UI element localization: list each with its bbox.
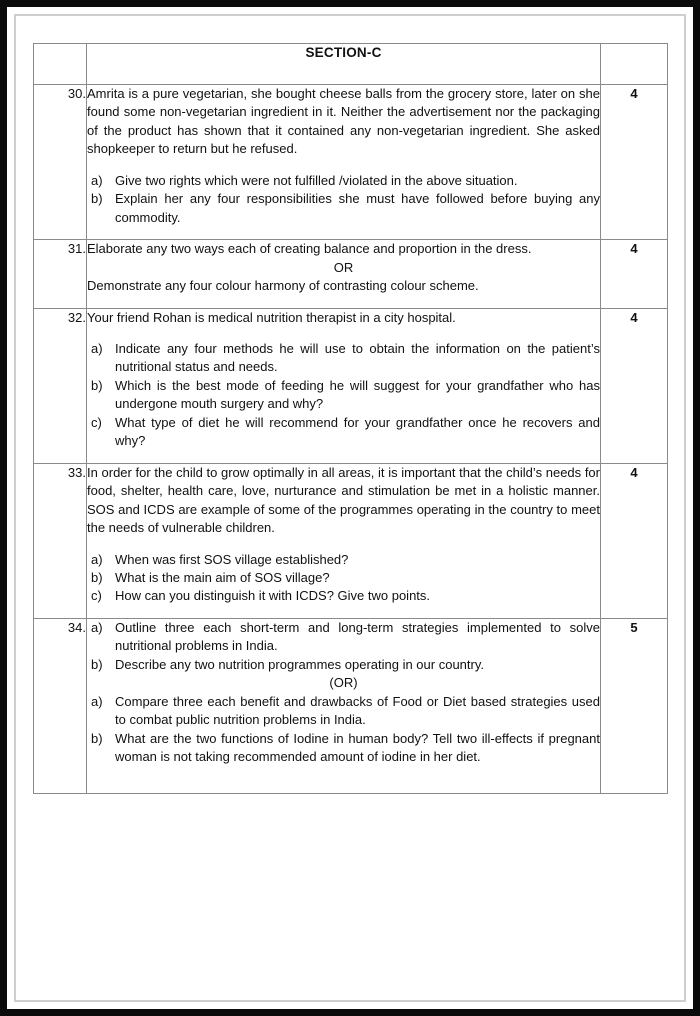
or-separator-34: (OR) — [329, 675, 358, 691]
question-row-31 — [34, 240, 668, 308]
subpart-item — [87, 587, 600, 605]
subpart-marker: a) — [91, 551, 103, 567]
question-stem-30: Amrita is a pure vegetarian, she bought cheese balls from the grocery store, later on she found some non-vegetarian ingredient in it. Neither the advertisement nor the packaging of the product has shown that it contained any non-vegetarian ingredient. She asked shopkeeper to return but he refused. — [87, 86, 600, 157]
question-stem-32: Your friend Rohan is medical nutrition therapist in a city hospital. — [87, 309, 456, 325]
subpart-item — [87, 619, 600, 656]
subpart-item — [87, 693, 600, 730]
subparts-list-30 — [87, 172, 600, 227]
question-body-30 — [87, 85, 601, 240]
question-body-31 — [87, 240, 601, 308]
subpart-text: What are the two functions of Iodine in human body? Tell two ill-effects if pregnant woman is not taking recommended amount of iodine in her diet. — [115, 730, 600, 765]
subpart-item — [87, 414, 600, 451]
subpart-marker: c) — [91, 414, 102, 430]
cell-tail-pad — [87, 606, 600, 618]
question-marks-32: 4 — [601, 308, 668, 463]
subpart-text: Give two rights which were not fulfilled /violated in the above situation. — [115, 172, 518, 188]
question-paper-sheet — [33, 43, 667, 794]
question-body-33 — [87, 463, 601, 618]
subpart-marker: c) — [91, 588, 102, 604]
subpart-item — [87, 377, 600, 414]
question-number-34: 34. — [34, 618, 87, 793]
section-title: SECTION-C — [305, 45, 382, 60]
subpart-marker: b) — [91, 191, 103, 207]
subpart-text: When was first SOS village established? — [115, 551, 349, 567]
subpart-marker: a) — [91, 693, 103, 709]
question-number-30: 30. — [34, 85, 87, 240]
stem-gap — [87, 159, 600, 172]
subpart-marker: a) — [91, 172, 103, 188]
subpart-text: What type of diet he will recommend for your grandfather once he recovers and why? — [115, 414, 600, 449]
subpart-text: Describe any two nutrition programmes operating in our country. — [115, 656, 484, 672]
subpart-marker: b) — [91, 656, 103, 672]
subpart-text: How can you distinguish it with ICDS? Give two points. — [115, 588, 431, 604]
subparts-list-32 — [87, 340, 600, 451]
question-row-30 — [34, 85, 668, 240]
question-row-33 — [34, 463, 668, 618]
subpart-text: What is the main aim of SOS village? — [115, 569, 330, 585]
subpart-item — [87, 172, 600, 190]
section-header-row — [34, 44, 668, 85]
subpart-item — [87, 730, 600, 767]
question-marks-34: 5 — [601, 618, 668, 793]
question-marks-33: 4 — [601, 463, 668, 618]
stem-gap — [87, 327, 600, 340]
questions-table — [33, 43, 668, 794]
subpart-item — [87, 340, 600, 377]
question-row-32 — [34, 308, 668, 463]
question-row-34 — [34, 618, 668, 793]
cell-tail-pad — [87, 451, 600, 463]
section-header-marks-cell — [601, 44, 668, 85]
section-header-title-cell — [87, 44, 601, 85]
subparts-list-33 — [87, 551, 600, 606]
section-header-number-cell — [34, 44, 87, 85]
subpart-marker: b) — [91, 377, 103, 393]
question-body-34 — [87, 618, 601, 793]
subpart-text: Indicate any four methods he will use to obtain the information on the patient’s nutritional status and needs. — [115, 340, 600, 375]
subpart-item — [87, 551, 600, 569]
subpart-marker: a) — [91, 619, 103, 635]
or-separator-31: OR — [333, 259, 354, 275]
question-stem-33: In order for the child to grow optimally in all areas, it is important that the child’s needs for food, shelter, health care, love, nurturance and stimulation be met in a holistic manner. SOS and ICDS are example of some of the programmes operating in the country to meet the needs of vulnerable children. — [87, 464, 600, 536]
subpart-text: Explain her any four responsibilities she must have followed before buying any commodity. — [115, 191, 600, 225]
question-marks-30: 4 — [601, 85, 668, 240]
question-number-31: 31. — [34, 240, 87, 308]
subpart-text: Which is the best mode of feeding he will suggest for your grandfather who has undergone mouth surgery and why? — [115, 377, 600, 412]
stem-gap — [87, 538, 600, 551]
subpart-item — [87, 656, 600, 674]
subparts-list-34 — [87, 619, 600, 674]
subpart-text: Outline three each short-term and long-term strategies implemented to solve nutritional problems in India. — [115, 619, 600, 654]
alternate-subparts-list-34 — [87, 693, 600, 767]
cell-tail-pad — [87, 227, 600, 239]
subpart-marker: a) — [91, 340, 103, 356]
question-number-32: 32. — [34, 308, 87, 463]
subpart-marker: b) — [91, 730, 103, 746]
cell-tail-pad — [87, 767, 600, 793]
subpart-marker: b) — [91, 569, 103, 585]
subpart-item — [87, 190, 600, 227]
question-number-33: 33. — [34, 463, 87, 618]
question-alternate-31: Demonstrate any four colour harmony of contrasting colour scheme. — [87, 278, 479, 294]
question-body-32 — [87, 308, 601, 463]
question-marks-31: 4 — [601, 240, 668, 308]
cell-tail-pad — [87, 296, 600, 308]
question-stem-31: Elaborate any two ways each of creating balance and proportion in the dress. — [87, 241, 532, 257]
subpart-item — [87, 569, 600, 587]
subpart-text: Compare three each benefit and drawbacks of Food or Diet based strategies used to combat public nutrition problems in India. — [115, 693, 600, 728]
